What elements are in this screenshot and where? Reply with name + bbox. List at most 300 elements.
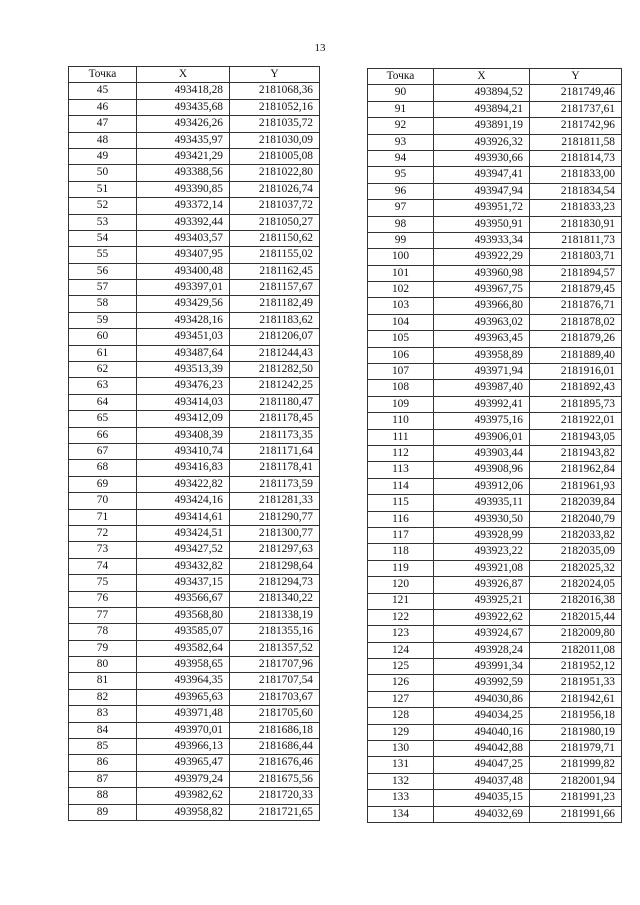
- point-cell: 96: [368, 183, 434, 199]
- y-cell: 2181737,61: [530, 101, 622, 117]
- y-cell: 2181242,25: [230, 378, 320, 394]
- x-cell: 493921,08: [434, 560, 530, 576]
- point-cell: 90: [368, 85, 434, 101]
- point-cell: 91: [368, 101, 434, 117]
- table-row: [368, 249, 622, 265]
- x-cell: 493958,89: [434, 347, 530, 363]
- x-cell: 493958,82: [137, 804, 230, 820]
- table-row: [368, 380, 622, 396]
- y-cell: 2181889,40: [530, 347, 622, 363]
- table-row: [69, 509, 320, 525]
- y-cell: 2181282,50: [230, 362, 320, 378]
- page-number: 13: [314, 42, 326, 54]
- point-cell: 62: [69, 362, 137, 378]
- coordinates-table-right: [367, 68, 622, 823]
- point-cell: 79: [69, 640, 137, 656]
- point-cell: 104: [368, 314, 434, 330]
- point-cell: 86: [69, 755, 137, 771]
- y-cell: 2181979,71: [530, 741, 622, 757]
- y-cell: 2181180,47: [230, 394, 320, 410]
- header-x: X: [137, 67, 230, 83]
- y-cell: 2182001,94: [530, 773, 622, 789]
- point-cell: 73: [69, 542, 137, 558]
- x-cell: 493924,67: [434, 626, 530, 642]
- table-row: [69, 739, 320, 755]
- y-cell: 2181749,46: [530, 85, 622, 101]
- table-row: [69, 542, 320, 558]
- x-cell: 493566,67: [137, 591, 230, 607]
- table-row: [368, 691, 622, 707]
- table-row: [368, 216, 622, 232]
- point-cell: 76: [69, 591, 137, 607]
- x-cell: 493971,48: [137, 706, 230, 722]
- x-cell: 494040,16: [434, 724, 530, 740]
- point-cell: 134: [368, 806, 434, 822]
- y-cell: 2181943,05: [530, 429, 622, 445]
- x-cell: 493966,13: [137, 739, 230, 755]
- x-cell: 493933,34: [434, 232, 530, 248]
- x-cell: 493585,07: [137, 624, 230, 640]
- x-cell: 493979,24: [137, 771, 230, 787]
- y-cell: 2181951,33: [530, 675, 622, 691]
- header-x: X: [434, 69, 530, 85]
- point-cell: 85: [69, 739, 137, 755]
- table-row: [69, 378, 320, 394]
- y-cell: 2181178,45: [230, 411, 320, 427]
- x-cell: 493429,56: [137, 296, 230, 312]
- point-cell: 50: [69, 165, 137, 181]
- x-cell: 493426,26: [137, 116, 230, 132]
- point-cell: 51: [69, 181, 137, 197]
- y-cell: 2181833,23: [530, 200, 622, 216]
- y-cell: 2181030,09: [230, 132, 320, 148]
- point-cell: 66: [69, 427, 137, 443]
- point-cell: 71: [69, 509, 137, 525]
- table-row: [69, 329, 320, 345]
- point-cell: 89: [69, 804, 137, 820]
- y-cell: 2181281,33: [230, 493, 320, 509]
- x-cell: 493947,41: [434, 167, 530, 183]
- point-cell: 132: [368, 773, 434, 789]
- x-cell: 493437,15: [137, 575, 230, 591]
- point-cell: 45: [69, 83, 137, 99]
- y-cell: 2181676,46: [230, 755, 320, 771]
- table-row: [368, 331, 622, 347]
- y-cell: 2181035,72: [230, 116, 320, 132]
- y-cell: 2181298,64: [230, 558, 320, 574]
- table-row: [69, 181, 320, 197]
- y-cell: 2181050,27: [230, 214, 320, 230]
- x-cell: 493928,99: [434, 527, 530, 543]
- y-cell: 2181026,74: [230, 181, 320, 197]
- table-row: [69, 263, 320, 279]
- x-cell: 493435,97: [137, 132, 230, 148]
- table-row: [69, 362, 320, 378]
- x-cell: 493435,68: [137, 99, 230, 115]
- x-cell: 493922,29: [434, 249, 530, 265]
- y-cell: 2181162,45: [230, 263, 320, 279]
- point-cell: 118: [368, 544, 434, 560]
- x-cell: 493987,40: [434, 380, 530, 396]
- point-cell: 114: [368, 478, 434, 494]
- y-cell: 2181721,65: [230, 804, 320, 820]
- table-row: [368, 806, 622, 822]
- table-row: [69, 443, 320, 459]
- x-cell: 493992,41: [434, 396, 530, 412]
- table-row: [368, 232, 622, 248]
- table-row: [69, 116, 320, 132]
- y-cell: 2181961,93: [530, 478, 622, 494]
- y-cell: 2181357,52: [230, 640, 320, 656]
- table-row: [69, 165, 320, 181]
- y-cell: 2182039,84: [530, 495, 622, 511]
- y-cell: 2181894,57: [530, 265, 622, 281]
- y-cell: 2181834,54: [530, 183, 622, 199]
- point-cell: 84: [69, 722, 137, 738]
- point-cell: 94: [368, 150, 434, 166]
- x-cell: 493392,44: [137, 214, 230, 230]
- y-cell: 2181157,67: [230, 280, 320, 296]
- table-header-row: [368, 69, 622, 85]
- table-row: [69, 788, 320, 804]
- x-cell: 493908,96: [434, 462, 530, 478]
- x-cell: 493928,24: [434, 642, 530, 658]
- point-cell: 99: [368, 232, 434, 248]
- x-cell: 493410,74: [137, 443, 230, 459]
- point-cell: 130: [368, 741, 434, 757]
- x-cell: 493416,83: [137, 460, 230, 476]
- table-row: [368, 282, 622, 298]
- point-cell: 120: [368, 577, 434, 593]
- table-row: [69, 214, 320, 230]
- point-cell: 46: [69, 99, 137, 115]
- point-cell: 72: [69, 525, 137, 541]
- table-row: [368, 626, 622, 642]
- point-cell: 126: [368, 675, 434, 691]
- y-cell: 2181155,02: [230, 247, 320, 263]
- table-row: [69, 280, 320, 296]
- coordinates-table-left: [68, 66, 320, 821]
- y-cell: 2181830,91: [530, 216, 622, 232]
- y-cell: 2182035,09: [530, 544, 622, 560]
- point-cell: 93: [368, 134, 434, 150]
- table-row: [69, 673, 320, 689]
- table-row: [69, 345, 320, 361]
- point-cell: 77: [69, 607, 137, 623]
- y-cell: 2181297,63: [230, 542, 320, 558]
- point-cell: 92: [368, 118, 434, 134]
- y-cell: 2181811,58: [530, 134, 622, 150]
- y-cell: 2181707,96: [230, 657, 320, 673]
- x-cell: 494037,48: [434, 773, 530, 789]
- y-cell: 2181183,62: [230, 312, 320, 328]
- table-row: [69, 640, 320, 656]
- x-cell: 493421,29: [137, 148, 230, 164]
- x-cell: 493903,44: [434, 445, 530, 461]
- x-cell: 493975,16: [434, 413, 530, 429]
- table-row: [69, 689, 320, 705]
- x-cell: 493963,02: [434, 314, 530, 330]
- table-row: [368, 298, 622, 314]
- table-row: [368, 773, 622, 789]
- table-row: [368, 741, 622, 757]
- x-cell: 493397,01: [137, 280, 230, 296]
- table-row: [368, 609, 622, 625]
- x-cell: 493923,22: [434, 544, 530, 560]
- y-cell: 2181300,77: [230, 525, 320, 541]
- table-row: [368, 708, 622, 724]
- point-cell: 131: [368, 757, 434, 773]
- y-cell: 2181991,66: [530, 806, 622, 822]
- x-cell: 494034,25: [434, 708, 530, 724]
- y-cell: 2181675,56: [230, 771, 320, 787]
- point-cell: 80: [69, 657, 137, 673]
- header-y: Y: [530, 69, 622, 85]
- table-row: [69, 198, 320, 214]
- table-row: [368, 560, 622, 576]
- table-row: [368, 790, 622, 806]
- y-cell: 2182033,82: [530, 527, 622, 543]
- point-cell: 81: [69, 673, 137, 689]
- point-cell: 113: [368, 462, 434, 478]
- table-row: [368, 347, 622, 363]
- table-row: [69, 230, 320, 246]
- x-cell: 493906,01: [434, 429, 530, 445]
- point-cell: 124: [368, 642, 434, 658]
- point-cell: 111: [368, 429, 434, 445]
- y-cell: 2181980,19: [530, 724, 622, 740]
- y-cell: 2182011,08: [530, 642, 622, 658]
- point-cell: 64: [69, 394, 137, 410]
- x-cell: 493964,35: [137, 673, 230, 689]
- table-row: [368, 396, 622, 412]
- x-cell: 493991,34: [434, 659, 530, 675]
- point-cell: 63: [69, 378, 137, 394]
- table-row: [368, 724, 622, 740]
- x-cell: 493926,87: [434, 577, 530, 593]
- y-cell: 2181879,45: [530, 282, 622, 298]
- table-row: [368, 478, 622, 494]
- x-cell: 493960,98: [434, 265, 530, 281]
- x-cell: 493951,72: [434, 200, 530, 216]
- x-cell: 493930,66: [434, 150, 530, 166]
- table-row: [69, 755, 320, 771]
- point-cell: 100: [368, 249, 434, 265]
- y-cell: 2181037,72: [230, 198, 320, 214]
- point-cell: 129: [368, 724, 434, 740]
- y-cell: 2181340,22: [230, 591, 320, 607]
- y-cell: 2182025,32: [530, 560, 622, 576]
- table-row: [368, 675, 622, 691]
- point-cell: 57: [69, 280, 137, 296]
- point-cell: 70: [69, 493, 137, 509]
- x-cell: 493965,63: [137, 689, 230, 705]
- y-cell: 2181052,16: [230, 99, 320, 115]
- y-cell: 2181171,64: [230, 443, 320, 459]
- point-cell: 52: [69, 198, 137, 214]
- x-cell: 494032,69: [434, 806, 530, 822]
- x-cell: 493424,16: [137, 493, 230, 509]
- x-cell: 493390,85: [137, 181, 230, 197]
- x-cell: 494047,25: [434, 757, 530, 773]
- point-cell: 75: [69, 575, 137, 591]
- point-cell: 107: [368, 364, 434, 380]
- point-cell: 54: [69, 230, 137, 246]
- y-cell: 2181686,44: [230, 739, 320, 755]
- point-cell: 116: [368, 511, 434, 527]
- x-cell: 493427,52: [137, 542, 230, 558]
- point-cell: 108: [368, 380, 434, 396]
- point-cell: 121: [368, 593, 434, 609]
- y-cell: 2181338,19: [230, 607, 320, 623]
- point-cell: 112: [368, 445, 434, 461]
- x-cell: 493451,03: [137, 329, 230, 345]
- x-cell: 493925,21: [434, 593, 530, 609]
- y-cell: 2181895,73: [530, 396, 622, 412]
- x-cell: 493966,80: [434, 298, 530, 314]
- point-cell: 87: [69, 771, 137, 787]
- y-cell: 2181178,41: [230, 460, 320, 476]
- point-cell: 69: [69, 476, 137, 492]
- x-cell: 493891,19: [434, 118, 530, 134]
- point-cell: 115: [368, 495, 434, 511]
- table-row: [69, 722, 320, 738]
- point-cell: 68: [69, 460, 137, 476]
- table-row: [368, 183, 622, 199]
- y-cell: 2181991,23: [530, 790, 622, 806]
- table-row: [69, 525, 320, 541]
- x-cell: 493982,62: [137, 788, 230, 804]
- y-cell: 2182024,05: [530, 577, 622, 593]
- y-cell: 2181916,01: [530, 364, 622, 380]
- y-cell: 2181068,36: [230, 83, 320, 99]
- table-row: [69, 657, 320, 673]
- point-cell: 125: [368, 659, 434, 675]
- x-cell: 493388,56: [137, 165, 230, 181]
- y-cell: 2181705,60: [230, 706, 320, 722]
- table-row: [69, 558, 320, 574]
- table-row: [69, 411, 320, 427]
- point-cell: 95: [368, 167, 434, 183]
- y-cell: 2181943,82: [530, 445, 622, 461]
- x-cell: 493432,82: [137, 558, 230, 574]
- table-row: [368, 527, 622, 543]
- x-cell: 493950,91: [434, 216, 530, 232]
- y-cell: 2181150,62: [230, 230, 320, 246]
- table-row: [368, 314, 622, 330]
- y-cell: 2181005,08: [230, 148, 320, 164]
- y-cell: 2181703,67: [230, 689, 320, 705]
- point-cell: 128: [368, 708, 434, 724]
- table-row: [69, 132, 320, 148]
- x-cell: 493935,11: [434, 495, 530, 511]
- table-row: [69, 148, 320, 164]
- x-cell: 493930,50: [434, 511, 530, 527]
- table-row: [368, 265, 622, 281]
- y-cell: 2181173,59: [230, 476, 320, 492]
- y-cell: 2181878,02: [530, 314, 622, 330]
- point-cell: 105: [368, 331, 434, 347]
- table-row: [69, 706, 320, 722]
- x-cell: 493970,01: [137, 722, 230, 738]
- table-row: [69, 460, 320, 476]
- table-row: [69, 804, 320, 820]
- point-cell: 101: [368, 265, 434, 281]
- y-cell: 2181686,18: [230, 722, 320, 738]
- point-cell: 106: [368, 347, 434, 363]
- y-cell: 2182016,38: [530, 593, 622, 609]
- y-cell: 2181742,96: [530, 118, 622, 134]
- point-cell: 60: [69, 329, 137, 345]
- x-cell: 493947,94: [434, 183, 530, 199]
- table-row: [69, 83, 320, 99]
- table-row: [69, 427, 320, 443]
- table-row: [69, 99, 320, 115]
- table-row: [368, 134, 622, 150]
- x-cell: 493582,64: [137, 640, 230, 656]
- point-cell: 119: [368, 560, 434, 576]
- table-row: [69, 476, 320, 492]
- x-cell: 493965,47: [137, 755, 230, 771]
- point-cell: 47: [69, 116, 137, 132]
- y-cell: 2181962,84: [530, 462, 622, 478]
- x-cell: 493922,62: [434, 609, 530, 625]
- x-cell: 494042,88: [434, 741, 530, 757]
- header-y: Y: [230, 67, 320, 83]
- point-cell: 78: [69, 624, 137, 640]
- y-cell: 2182015,44: [530, 609, 622, 625]
- x-cell: 493568,80: [137, 607, 230, 623]
- table-row: [368, 495, 622, 511]
- y-cell: 2182040,79: [530, 511, 622, 527]
- y-cell: 2181952,12: [530, 659, 622, 675]
- x-cell: 493418,28: [137, 83, 230, 99]
- point-cell: 103: [368, 298, 434, 314]
- x-cell: 493963,45: [434, 331, 530, 347]
- point-cell: 56: [69, 263, 137, 279]
- y-cell: 2181182,49: [230, 296, 320, 312]
- point-cell: 133: [368, 790, 434, 806]
- header-point: Точка: [368, 69, 434, 85]
- point-cell: 109: [368, 396, 434, 412]
- table-row: [368, 511, 622, 527]
- x-cell: 493403,57: [137, 230, 230, 246]
- x-cell: 493422,82: [137, 476, 230, 492]
- header-point: Точка: [69, 67, 137, 83]
- table-row: [368, 757, 622, 773]
- point-cell: 58: [69, 296, 137, 312]
- x-cell: 493912,06: [434, 478, 530, 494]
- table-row: [368, 544, 622, 560]
- x-cell: 493513,39: [137, 362, 230, 378]
- x-cell: 493372,14: [137, 198, 230, 214]
- table-row: [69, 771, 320, 787]
- point-cell: 97: [368, 200, 434, 216]
- table-row: [368, 200, 622, 216]
- table-row: [69, 624, 320, 640]
- x-cell: 493992,59: [434, 675, 530, 691]
- x-cell: 493428,16: [137, 312, 230, 328]
- point-cell: 61: [69, 345, 137, 361]
- y-cell: 2181022,80: [230, 165, 320, 181]
- y-cell: 2181942,61: [530, 691, 622, 707]
- y-cell: 2181879,26: [530, 331, 622, 347]
- y-cell: 2181956,18: [530, 708, 622, 724]
- point-cell: 67: [69, 443, 137, 459]
- point-cell: 74: [69, 558, 137, 574]
- x-cell: 493894,52: [434, 85, 530, 101]
- table-row: [368, 659, 622, 675]
